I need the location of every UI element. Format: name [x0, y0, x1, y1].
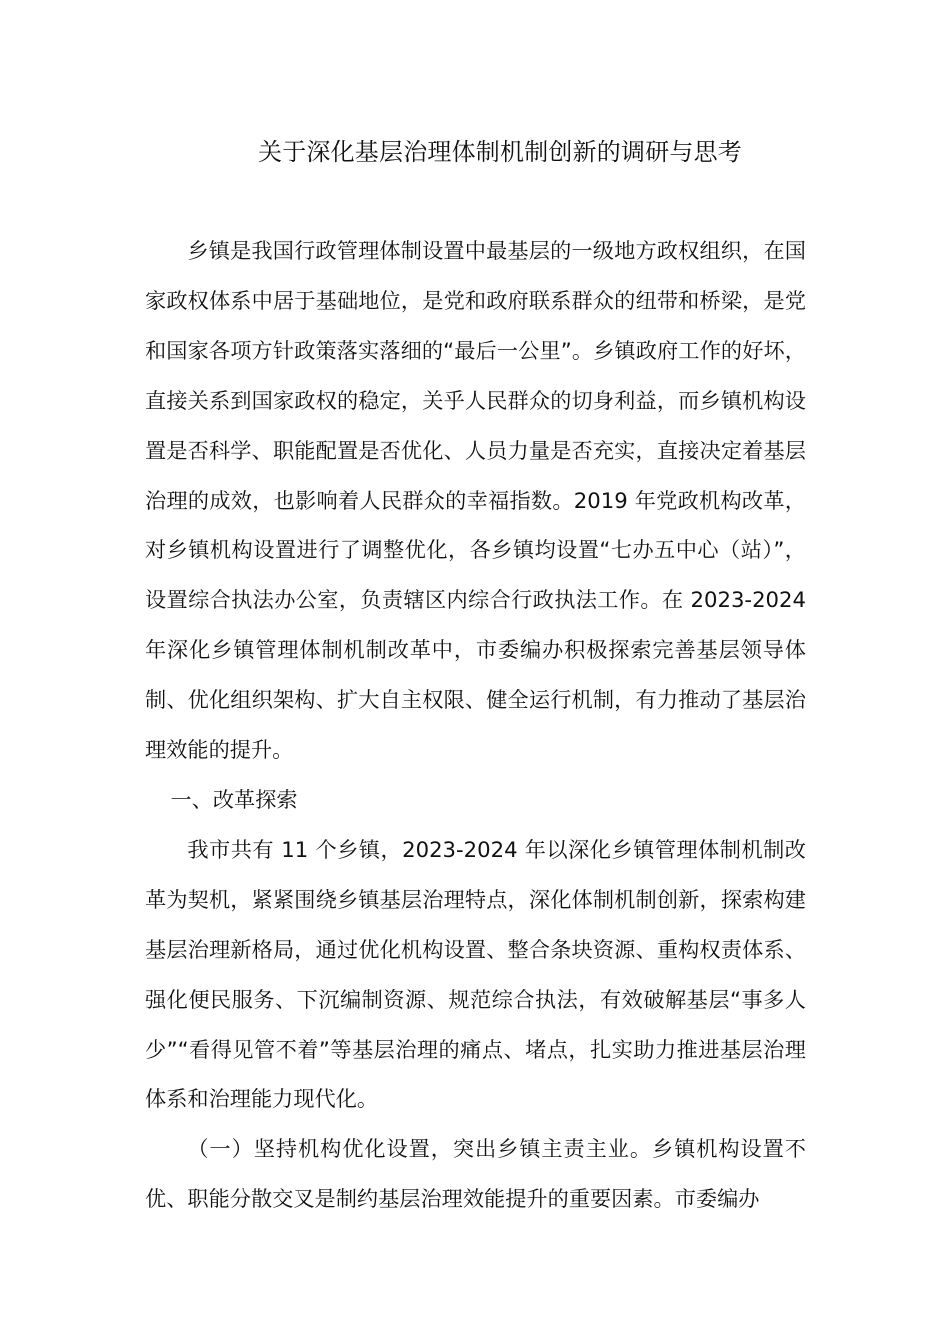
intro-paragraph: 乡镇是我国行政管理体制设置中最基层的一级地方政权组织，在国家政权体系中居于基础地位，是党和政府联系群众的纽带和桥梁，是党和国家各项方针政策落实落细的“最后一公里”。乡镇政府工作的好坏，直接关系到国家政权的稳定，关乎人民群众的切身利益，而乡镇机构设置是否科学、职能配置是否优化、人员力量是否充实，直接决定着基层治理的成效，也影响着人民群众的幸福指数。2019 年党政机构改革，对乡镇机构设置进行了调整优化，各乡镇均设置“七办五中心（站）”，设置综合执法办公室，负责辖区内综合行政执法工作。在 2023-2024 年深化乡镇管理体制机制改革中，市委编办积极探索完善基层领导体制、优化组织架构、扩大自主权限、健全运行机制，有力推动了基层治理效能的提升。 — [145, 238, 806, 763]
subsection-paragraph: （一）坚持机构优化设置，突出乡镇主责主业。乡镇机构设置不优、职能分散交叉是制约基层治理效能提升的重要因素。市委编办 — [145, 1136, 806, 1212]
document-title: 关于深化基层治理体制机制创新的调研与思考 — [258, 138, 742, 166]
document-body — [145, 226, 806, 1224]
section-heading: 一、改革探索 — [170, 786, 298, 812]
section-paragraph: 我市共有 11 个乡镇，2023-2024 年以深化乡镇管理体制机制改革为契机，紧紧围绕乡镇基层治理特点，深化体制机制创新，探索构建基层治理新格局，通过优化机构设置、整合条块资源、重构权责体系、强化便民服务、下沉编制资源、规范综合执法，有效破解基层“事多人少”“看得见管不着”等基层治理的痛点、堵点，扎实助力推进基层治理体系和治理能力现代化。 — [145, 836, 806, 1112]
